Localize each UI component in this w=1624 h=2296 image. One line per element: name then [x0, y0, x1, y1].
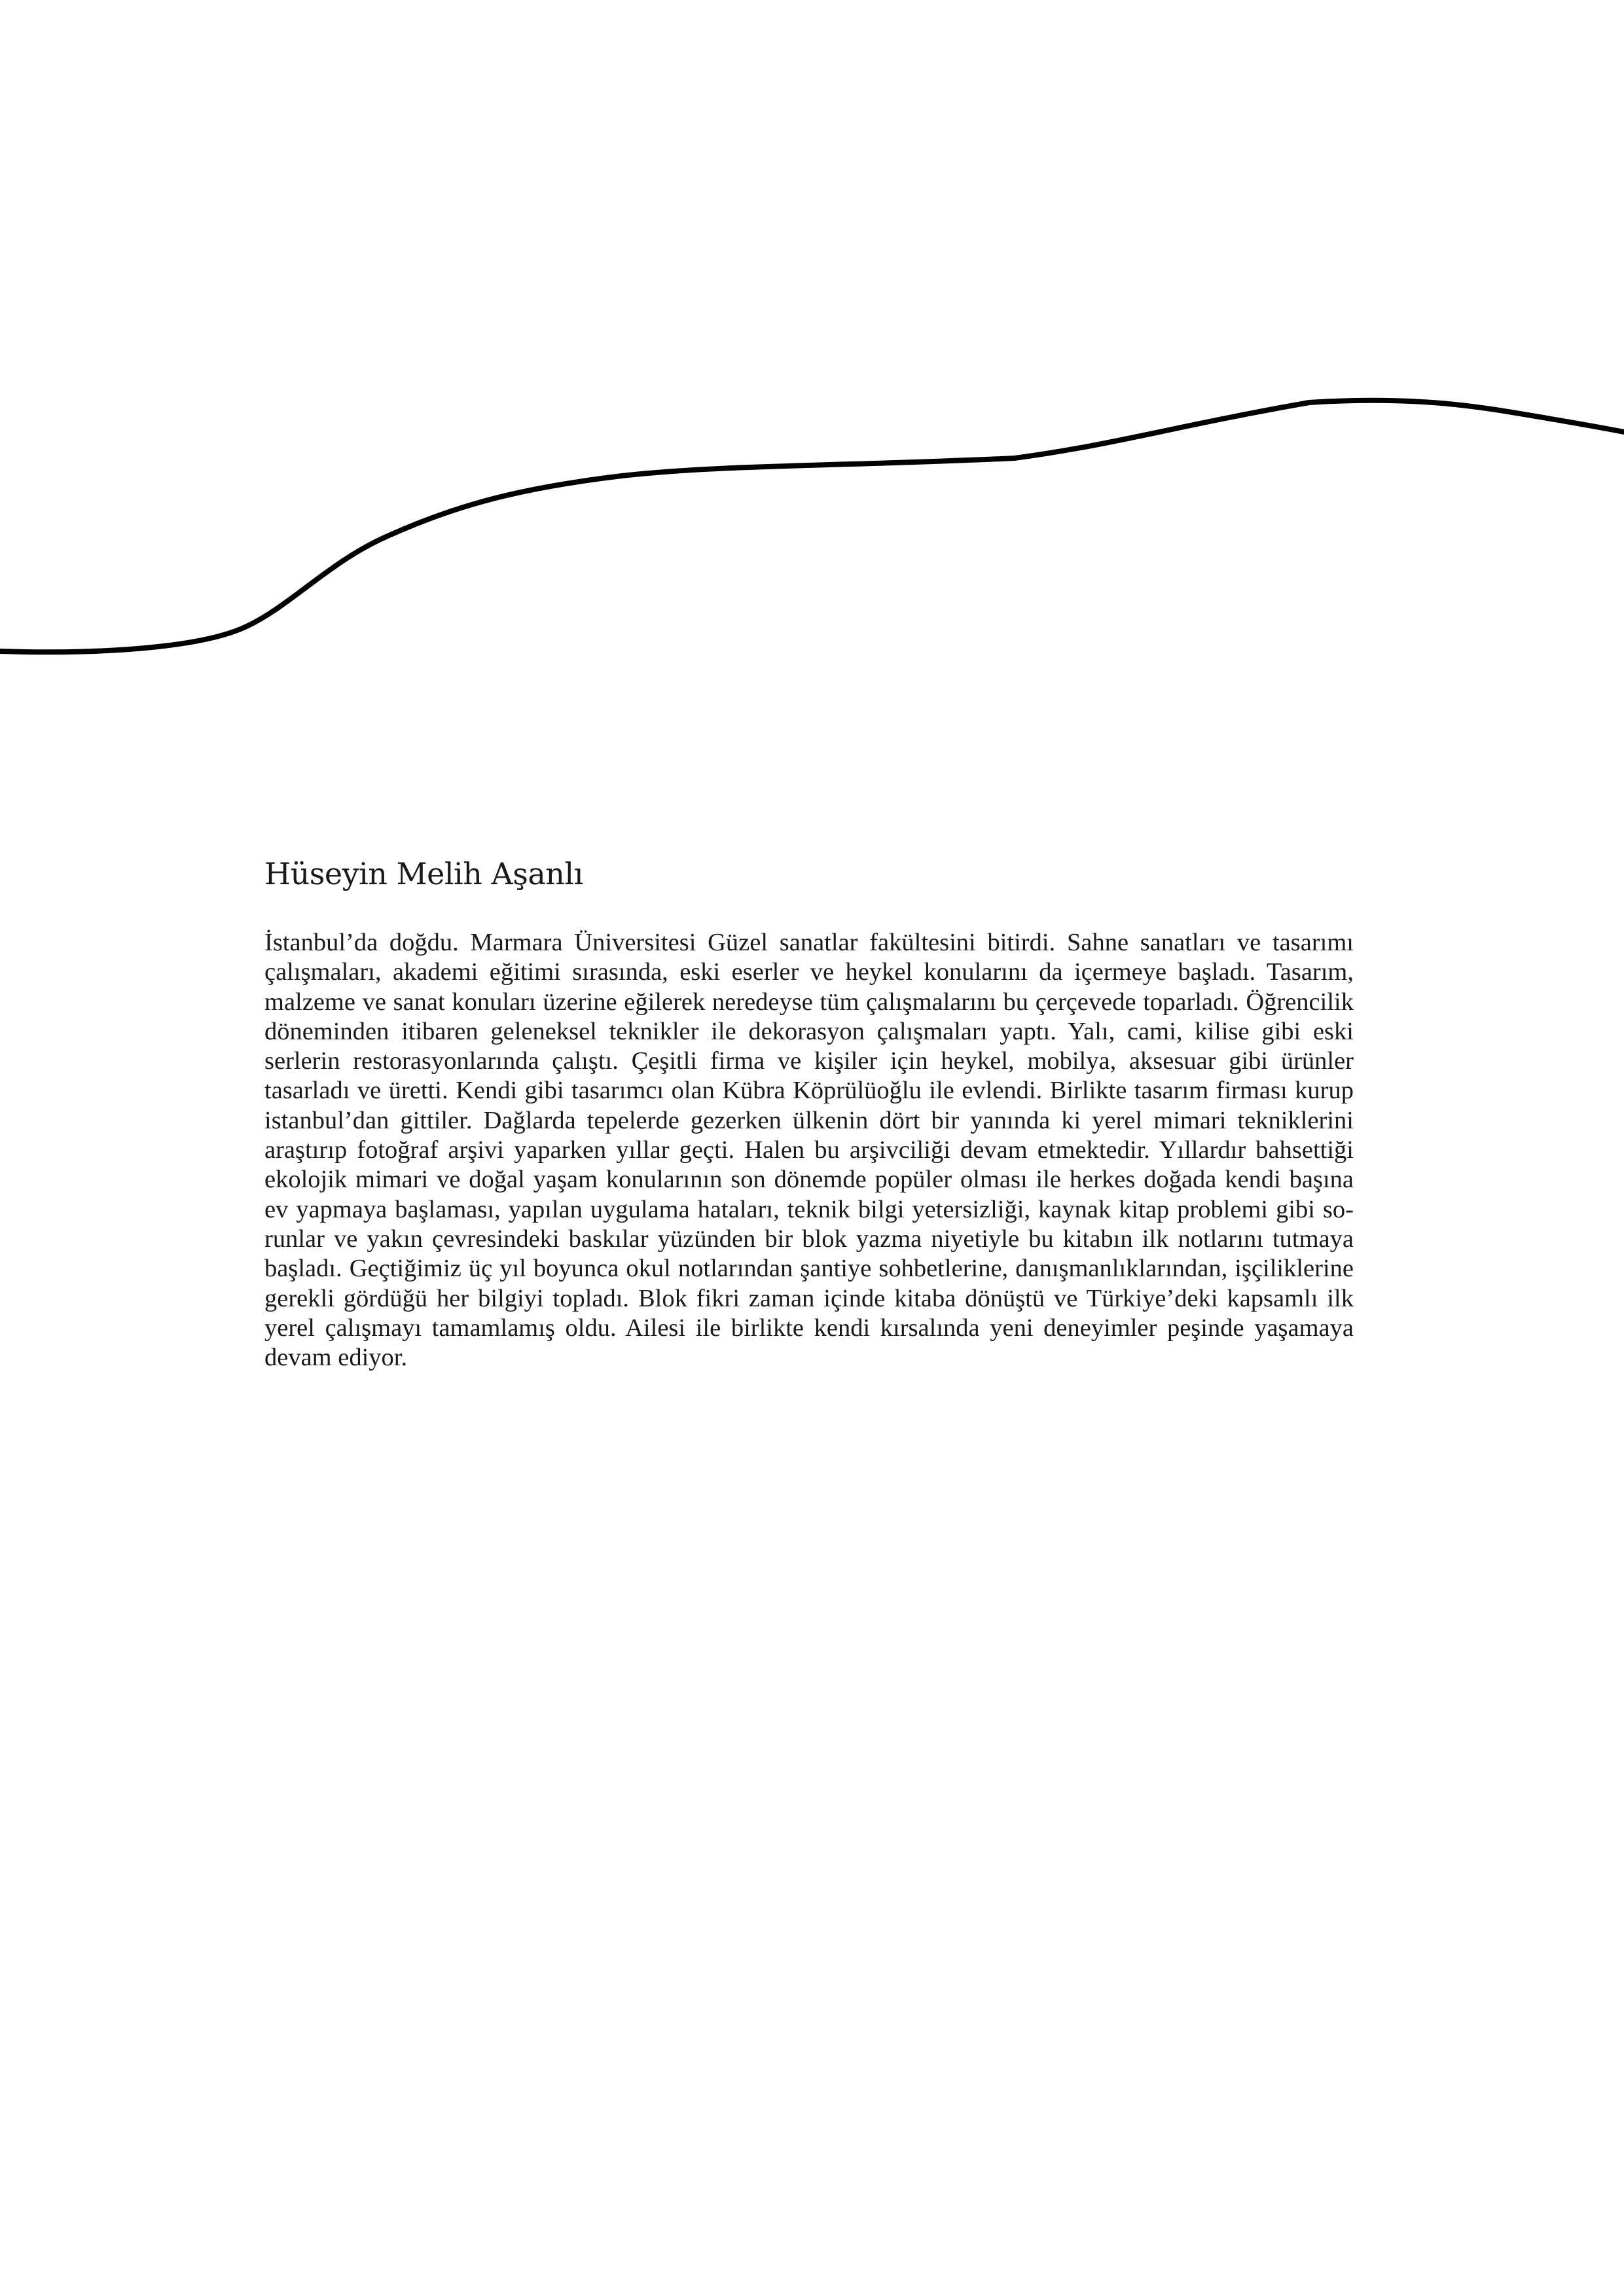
decorative-wave-line	[0, 367, 1624, 668]
wave-path	[0, 401, 1624, 653]
author-name: Hüseyin Melih Aşanlı	[264, 856, 583, 891]
author-biography: İstanbul’da doğdu. Marmara Üniversitesi Güzel sanatlar fakültesini bitirdi. Sahne sanatları ve tasarımı çalışmaları, akademi eğitimi sırasında, eski eserler ve heykel konularını da içermeye başladı. Tasarım, malzeme ve sanat konuları üzerine eğilerek neredeyse tüm çalışmalarını bu çerçevede toparladı. Öğrencilik döneminden itibaren geleneksel teknikler ile dekorasyon çalışmaları yaptı. Yalı, cami, kilise gibi eski serlerin restorasyonlarında çalıştı. Çeşitli firma ve kişiler için heykel, mobilya, aksesuar gibi ürünler tasarladı ve üretti. Kendi gibi tasarımcı olan Kübra Köprülüoğlu ile evlendi. Birlikte tasarım firması kurup istanbul’dan gittiler. Dağlarda tepelerde gezerken ülkenin dört bir yanında ki yerel mimari tekniklerini araştırıp fotoğraf arşivi yaparken yıllar geçti. Halen bu arşivciliği devam etmektedir. Yıllardır bahsettiği ekolojik mimari ve doğal yaşam konularının son dönemde popüler olması ile herkes doğada kendi başına ev yapmaya başlaması, yapılan uygulama hataları, teknik bilgi yetersizliği, kaynak kitap problemi gibi sorunlar ve yakın çevresindeki baskılar yüzünden bir blok yazma niyetiyle bu kitabın ilk notlarını tutmaya başladı. Geçtiğimiz üç yıl boyunca okul notlarından şantiye sohbetlerine, danışmanlıklarından, işçiliklerine gerekli gördüğü her bilgiyi topladı. Blok fikri zaman içinde kitaba dönüştü ve Türkiye’deki kapsamlı ilk yerel çalışmayı tamamlamış oldu. Ailesi ile birlikte kendi kırsalında yeni deneyimler peşinde yaşamaya devam ediyor.	[264, 929, 1354, 1372]
